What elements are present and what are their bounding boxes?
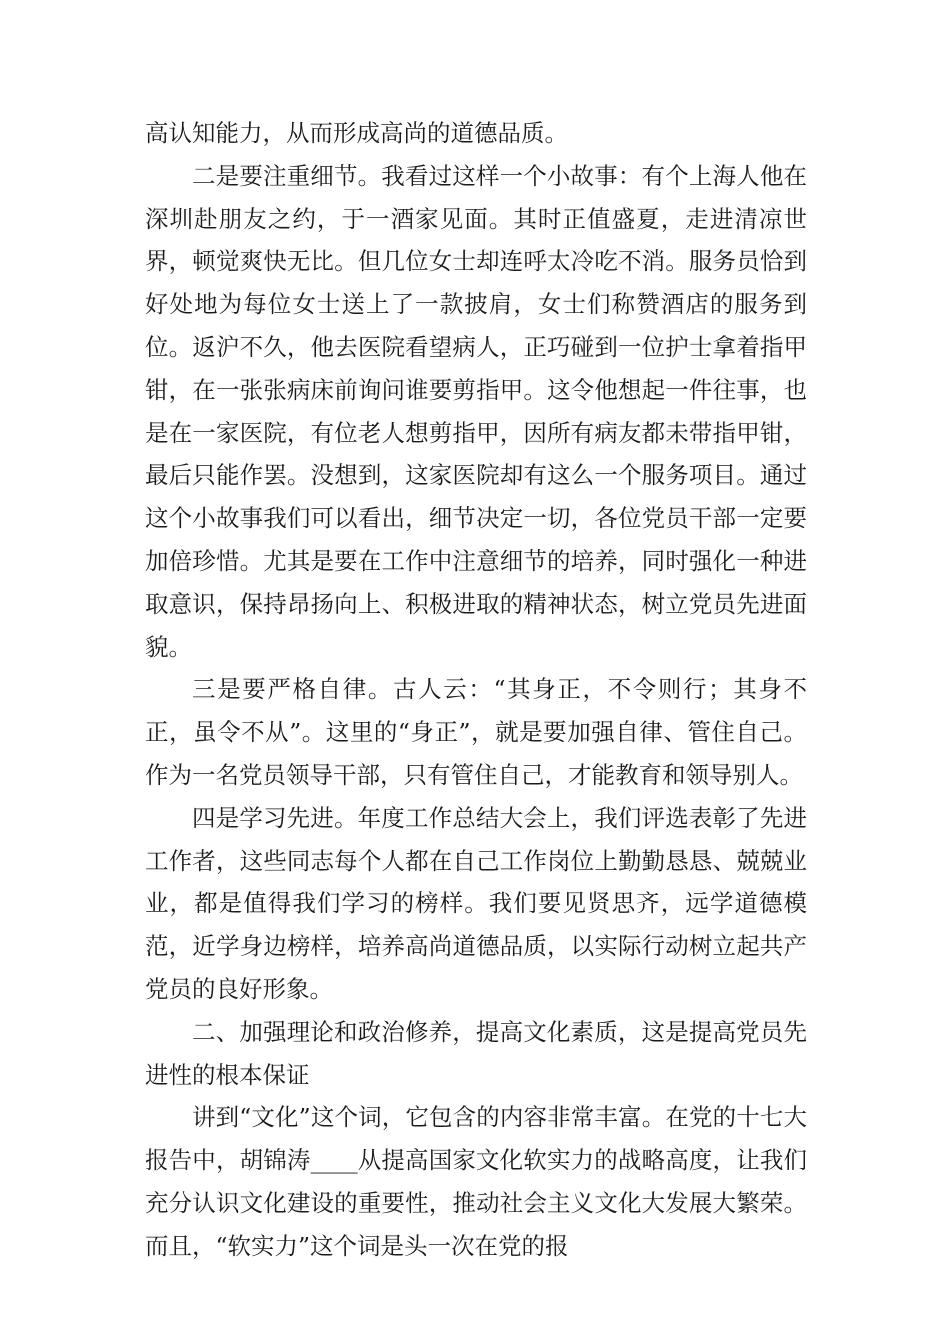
paragraph-self-discipline: 三是要严格自律。古人云：“其身正，不令则行；其身不正，虽令不从”。这里的“身正”，就是要加强自律、管住自己。作为一名党员领导干部，只有管住自己，才能教育和领导别人。 (145, 675, 807, 789)
paragraph-continuation: 高认知能力，从而形成高尚的道德品质。 (145, 119, 568, 147)
document-body (145, 112, 807, 1268)
section-heading-theory-and-politics: 二、加强理论和政治修养，提高文化素质，这是提高党员先进性的根本保证 (145, 1017, 807, 1089)
paragraph-culture: 讲到“文化”这个词，它包含的内容非常丰富。在党的十七大报告中，胡锦涛____从提高国家文化软实力的战略高度，让我们充分认识文化建设的重要性，推动社会主义文化大发展大繁荣。而且，“软实力”这个词是头一次在党的报 (145, 1103, 807, 1260)
paragraph-learn-from-advanced: 四是学习先进。年度工作总结大会上，我们评选表彰了先进工作者，这些同志每个人都在自己工作岗位上勤勤恳恳、兢兢业业，都是值得我们学习的榜样。我们要见贤思齐，远学道德模范，近学身边榜样，培养高尚道德品质，以实际行动树立起共产党员的良好形象。 (145, 803, 807, 1003)
paragraph-attention-to-detail: 二是要注重细节。我看过这样一个小故事：有个上海人他在深圳赴朋友之约，于一酒家见面。其时正值盛夏，走进清凉世界，顿觉爽快无比。但几位女士却连呼太冷吃不消。服务员恰到好处地为每位女士送上了一款披肩，女士们称赞酒店的服务到位。返沪不久，他去医院看望病人，正巧碰到一位护士拿着指甲钳，在一张张病床前询问谁要剪指甲。这令他想起一件往事，也是在一家医院，有位老人想剪指甲，因所有病友都未带指甲钳，最后只能作罢。没想到，这家医院却有这么一个服务项目。通过这个小故事我们可以看出，细节决定一切，各位党员干部一定要加倍珍惜。尤其是要在工作中注意细节的培养，同时强化一种进取意识，保持昂扬向上、积极进取的精神状态，树立党员先进面貌。 (145, 161, 807, 661)
